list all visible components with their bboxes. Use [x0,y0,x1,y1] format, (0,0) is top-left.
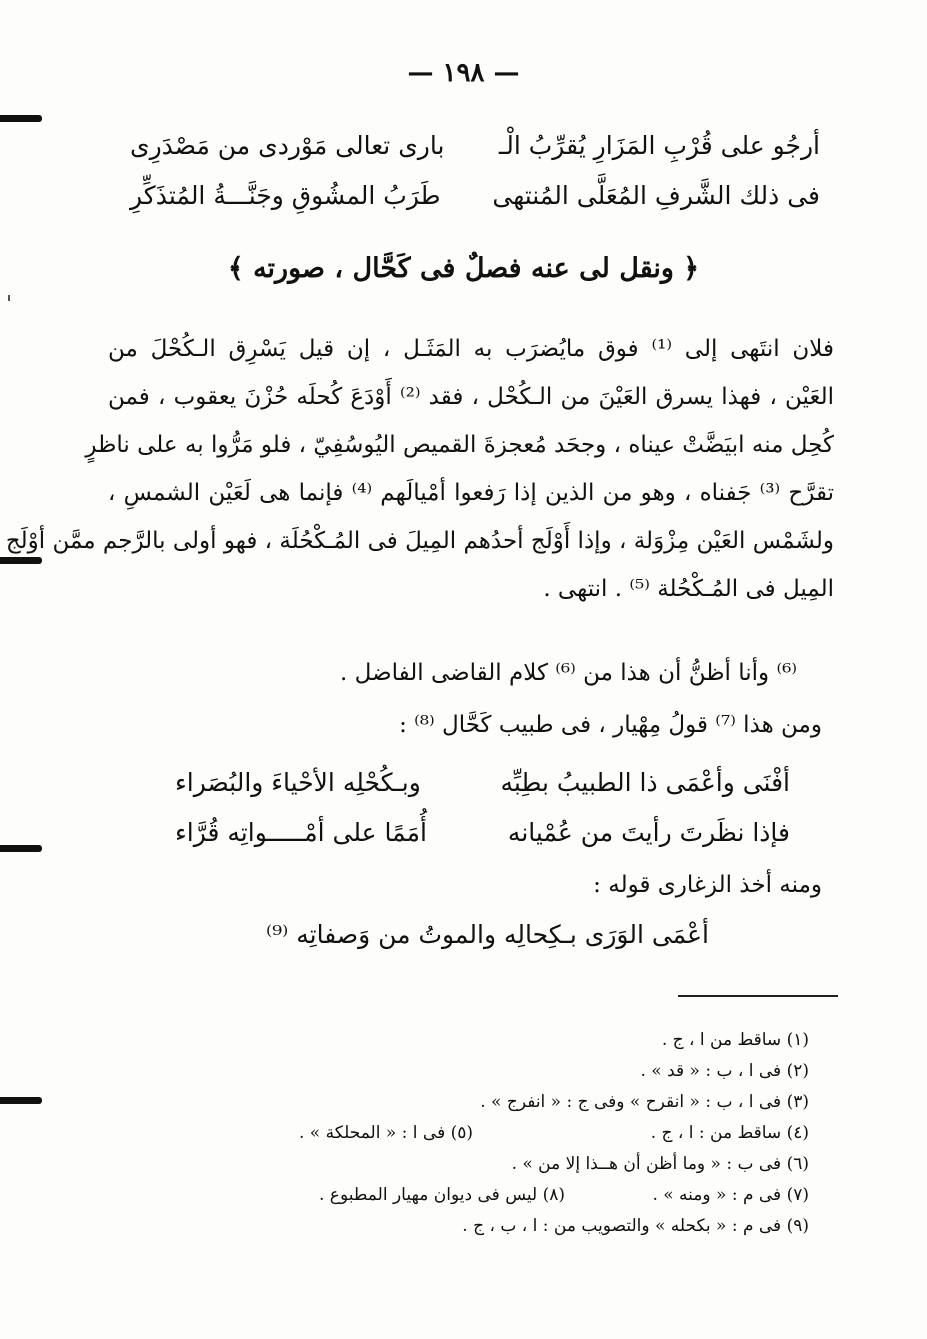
prose-paragraph [5,325,834,613]
hemistich-second: طَرَبُ المشُوقِ وجَنَّـــةُ المُتذَكِّرِ [130,180,441,210]
footnote: (٤) ساقط من : ا ، ج . [650,1123,809,1143]
prose-line: تقرَّح ⁽³⁾ جَفناه ، وهو من الذين إذا رَفعوا أمْيالَهم ⁽⁴⁾ فإنما هى لَعَيْن الشمسِ ، [108,480,834,506]
footnote-line [169,1087,809,1118]
hemistich-first: فإذا نظَرتَ رأيتَ من عُمْيانه [507,817,790,847]
verse-line [130,170,820,220]
footnotes [169,1025,809,1242]
mihyar-lead-in: ومن هذا ⁽⁷⁾ قولُ مِهْيار ، فى طبيب كَحَّال ⁽⁸⁾ : [399,712,822,738]
hemistich-second: أُمَمًا على أمْـــــواتِه قُرَّاء [175,817,427,847]
page-number: — ١٩٨ — [407,58,520,88]
footnote-line [169,1149,809,1180]
hemistich-second: بارى تعالى مَوْردى من مَصْدَرِى [130,130,445,160]
prose-line: العَيْن ، فهذا يسرق العَيْنَ من الـكُحْل ، فقد ⁽²⁾ أَوْدَعَ كُحلَه حُزْنَ يعقوب ، فمن [108,384,834,410]
footnote: (٦) فى ب : « وما أظن أن هــذا إلا من » . [511,1154,809,1174]
hemistich-first: أفْنَى وأعْمَى ذا الطبيبُ بطِبِّه [500,767,790,797]
verse-line [130,120,820,170]
opening-verses [130,120,820,220]
footnote-line [169,1118,809,1149]
footnote-separator [678,995,838,997]
zaghari-lead-in: ومنه أخذ الزغارى قوله : [593,872,822,898]
footnote: (٧) فى م : « ومنه » . [652,1185,809,1205]
prose-line: كُحِل منه ابيَضَّتْ عيناه ، وجحَد مُعجزةَ القميص اليُوسُفِيّ ، فلو مَرُّوا به على ناظرٍ [85,432,834,458]
footnote: (٩) فى م : « بكحله » والتصويب من : ا ، ب ، ج . [462,1216,809,1236]
footnote: (٣) فى ا ، ب : « انقرح » وفى ج : « انفرج » . [480,1092,809,1112]
section-heading: ﴿ ونقل لى عنه فصلٌ فى كَحَّال ، صورته ﴾ [227,253,700,284]
prose-line: المِيل فى المُـكْحُلة ⁽⁵⁾ . انتهى . [543,576,834,602]
prose-line: ولشَمْس العَيْن مِزْوَلة ، وإذا أَوْلَج أحدُهم المِيلَ فى المُـكْحُلَة ، فهو أولى بالرَّجم ممَّن أوْلَج [5,528,834,554]
footnote-line [169,1025,809,1056]
footnote: (١) ساقط من ا ، ج . [661,1030,809,1050]
margin-ink-mark [0,1097,42,1104]
prose-line: فلان انتَهى إلى ⁽¹⁾ فوق مايُضرَب به المَثَـل ، إن قيل يَسْرِق الـكُحْلَ من [108,336,834,362]
hemistich-first: فى ذلك الشَّرفِ المُعَلَّى المُنتهى [492,180,820,210]
mihyar-verses [175,757,790,857]
footnote-line [169,1180,809,1211]
verse-line [175,757,790,807]
verse-line [175,807,790,857]
footnote-line [169,1211,809,1242]
margin-ink-mark [0,115,42,122]
margin-ink-mark [0,845,42,852]
hemistich-second: وبـكُحْلِه الأحْياءَ والبُصَراء [175,767,421,797]
footnote: (٨) ليس فى ديوان مهيار المطبوع . [319,1185,566,1205]
hemistich-first: أرجُو على قُرْبِ المَزَارِ يُقرِّبُ الْـ [498,130,820,160]
zaghari-verse: أعْمَى الوَرَى بـكِحالِه والموتُ من وَصفاتِه ⁽⁹⁾ [265,920,709,949]
stray-mark [8,295,10,301]
footnote: (٢) فى ا ، ب : « قد » . [640,1061,809,1081]
footnote-line [169,1056,809,1087]
footnote: (٥) فى ا : « المحلكة » . [299,1123,474,1143]
author-note: ⁽⁶⁾ وأنا أظنُّ أن هذا من ⁽⁶⁾ كلام القاضى الفاضل . [340,660,797,686]
